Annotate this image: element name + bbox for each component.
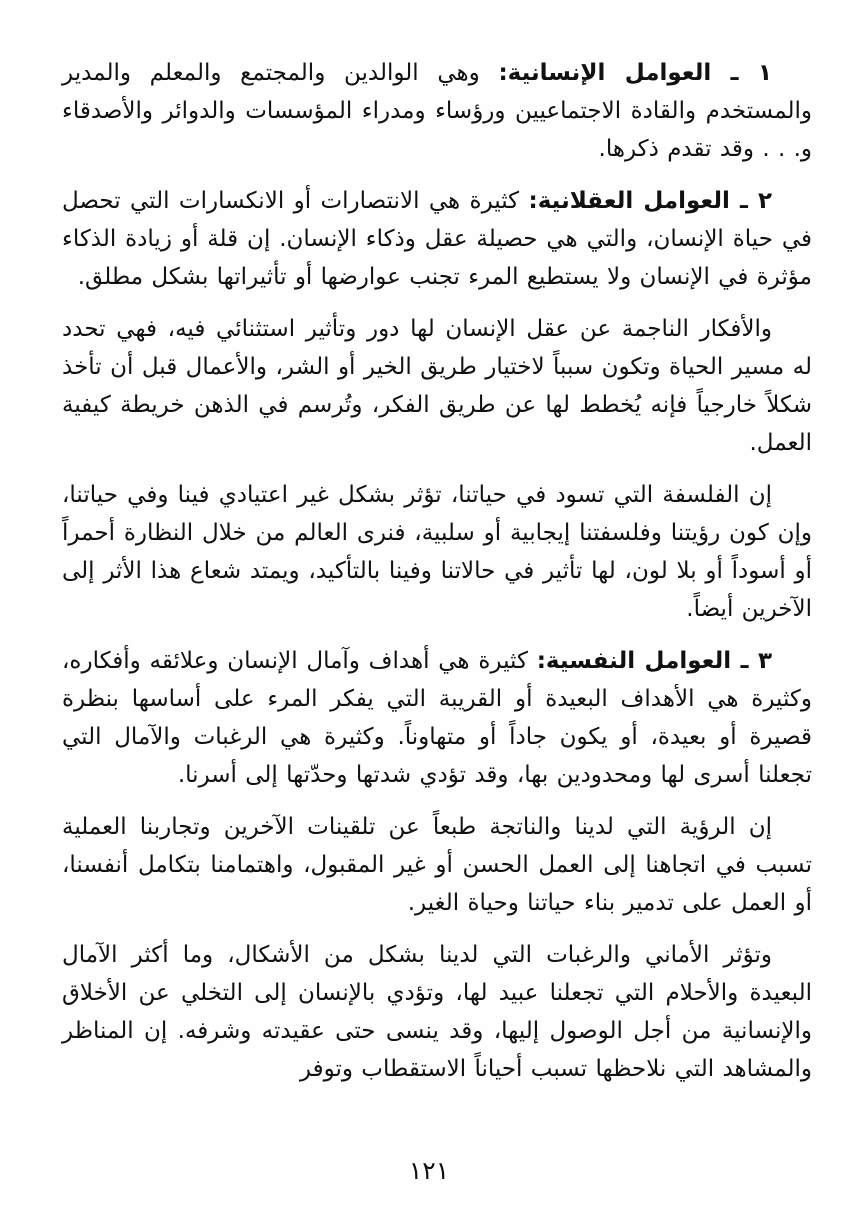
paragraph-thoughts-body: والأفكار الناجمة عن عقل الإنسان لها دور وتأثير استثنائي فيه، فهي تحدد له مسير الحياة وتكون سبباً لاختيار طريق الخير أو الشر، والأعمال قبل أن تأخذ شكلاً خارجياً فإنه يُخطط لها عن طريق الفكر، وتُرسم في الذهن خريطة كيفية العمل. bbox=[62, 316, 812, 456]
section-3-heading: ٣ ـ العوامل النفسية: bbox=[536, 648, 772, 674]
section-2-body: كثيرة هي الانتصارات أو الانكسارات التي تحصل في حياة الإنسان، والتي هي حصيلة عقل وذكاء الإنسان. إن قلة أو زيادة الذكاء مؤثرة في الإنسان ولا يستطيع المرء تجنب عوارضها أو تأثيراتها بشكل مطلق. bbox=[62, 188, 812, 290]
text-block bbox=[62, 54, 812, 1102]
section-1-heading: ١ ـ العوامل الإنسانية: bbox=[498, 60, 772, 86]
paragraph-philosophy bbox=[62, 476, 812, 628]
section-2-rational-factors bbox=[62, 182, 812, 296]
paragraph-wishes bbox=[62, 936, 812, 1088]
paragraph-vision bbox=[62, 808, 812, 922]
section-1-body: وهي الوالدين والمجتمع والمعلم والمدير والمستخدم والقادة الاجتماعيين ورؤساء ومدراء المؤسسات والدوائر والأصدقاء و. . . وقد تقدم ذكرها. bbox=[62, 60, 812, 162]
paragraph-philosophy-body: إن الفلسفة التي تسود في حياتنا، تؤثر بشكل غير اعتيادي فينا وفي حياتنا، وإن كون رؤيتنا وفلسفتنا إيجابية أو سلبية، فنرى العالم من خلال النظارة أحمراً أو أسوداً أو بلا لون، لها تأثير في حالاتنا وفينا بالتأكيد، ويمتد شعاع هذا الأثر إلى الآخرين أيضاً. bbox=[62, 482, 812, 622]
paragraph-thoughts bbox=[62, 310, 812, 462]
paragraph-vision-body: إن الرؤية التي لدينا والناتجة طبعاً عن تلقينات الآخرين وتجاربنا العملية تسبب في اتجاهنا إلى العمل الحسن أو غير المقبول، واهتمامنا بتكامل أنفسنا، أو العمل على تدمير بناء حياتنا وحياة الغير. bbox=[62, 814, 812, 916]
section-3-psychological-factors bbox=[62, 642, 812, 794]
page-number: ١٢١ bbox=[408, 1156, 450, 1185]
section-3-body: كثيرة هي أهداف وآمال الإنسان وعلائقه وأفكاره، وكثيرة هي الأهداف البعيدة أو القريبة التي يفكر المرء على أساسها بنظرة قصيرة أو بعيدة، أو يكون جاداً أو متهاوناً. وكثيرة هي الرغبات والآمال التي تجعلنا أسرى لها ومحدودين بها، وقد تؤدي شدتها وحدّتها إلى أسرنا. bbox=[62, 648, 812, 788]
paragraph-wishes-body: وتؤثر الأماني والرغبات التي لدينا بشكل من الأشكال، وما أكثر الآمال البعيدة والأحلام التي تجعلنا عبيد لها، وتؤدي بالإنسان إلى التخلي عن الأخلاق والإنسانية من أجل الوصول إليها، وقد ينسى حتى عقيدته وشرفه. إن المناظر والمشاهد التي نلاحظها تسبب أحياناً الاستقطاب وتوفر bbox=[62, 942, 812, 1082]
section-1-human-factors bbox=[62, 54, 812, 168]
section-2-heading: ٢ ـ العوامل العقلانية: bbox=[528, 188, 772, 214]
